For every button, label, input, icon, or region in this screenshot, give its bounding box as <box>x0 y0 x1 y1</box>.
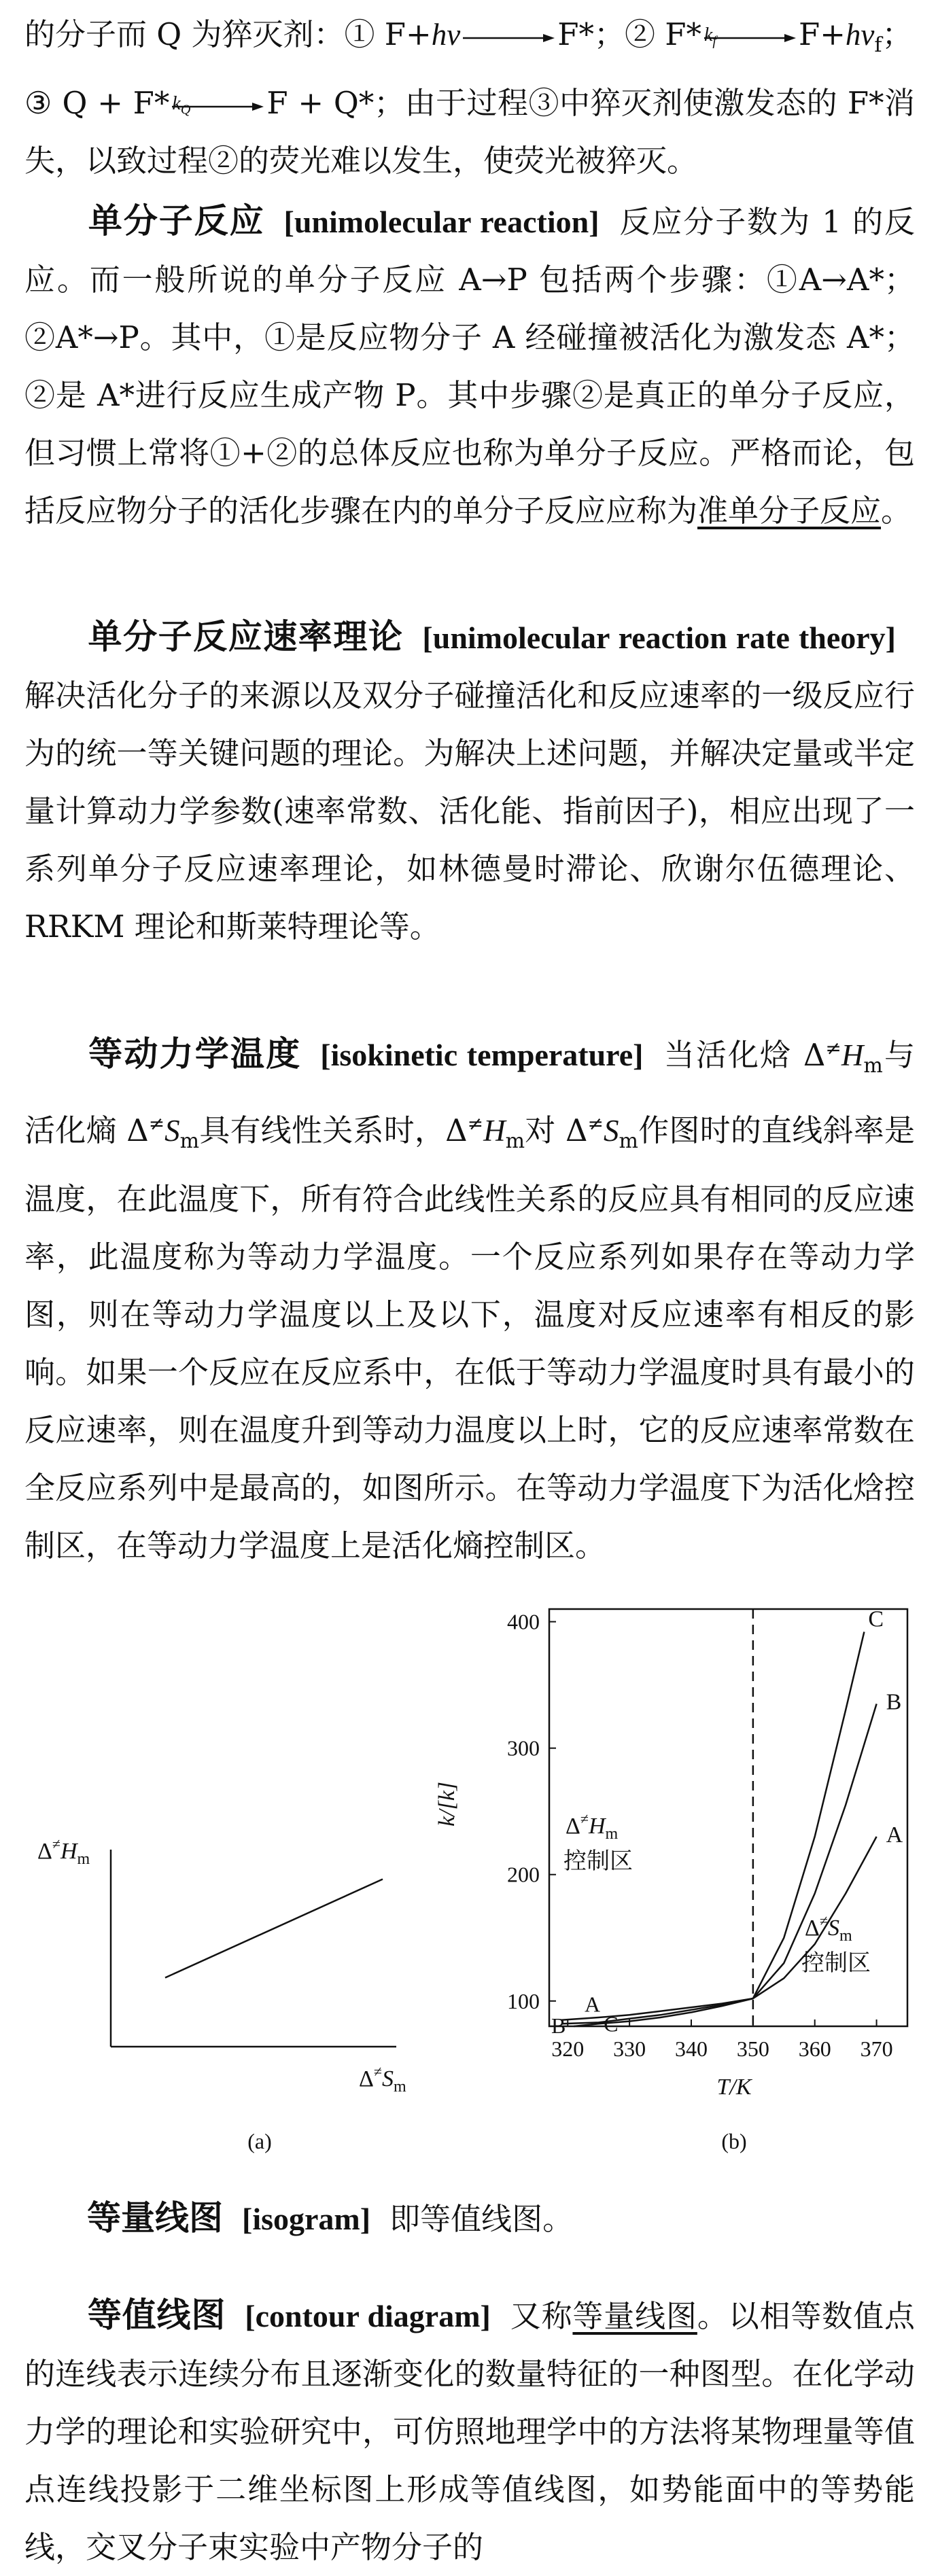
y-tick-label: 100 <box>507 1988 540 2013</box>
entry-isogram: 等量线图 [isogram] 即等值线图。 <box>87 2198 574 2238</box>
series-A-label: A <box>886 1822 903 1848</box>
series-C-label-low: C <box>604 2011 619 2036</box>
chart-a-caption: (a) <box>247 2129 272 2153</box>
entry-english: [isokinetic temperature] <box>320 1038 644 1072</box>
region-right-label: $\Delta^\ne S_m$ <box>805 1912 852 1945</box>
reaction-arrow <box>463 24 555 51</box>
region-right-text: 控制区 <box>801 1949 871 1977</box>
entry-headword: 单分子反应速率理论 <box>87 617 404 656</box>
chart-b-xlabel: T/K <box>716 2075 752 2100</box>
series-C-label: C <box>868 1606 884 1632</box>
chart-a-line <box>165 1880 383 1978</box>
entry-english: [unimolecular reaction rate theory] <box>422 620 896 655</box>
entry-headword: 等量线图 <box>87 2198 223 2238</box>
series-B-label: B <box>886 1689 902 1715</box>
entry-headword: 等值线图 <box>87 2295 226 2335</box>
y-tick-label: 400 <box>507 1609 540 1634</box>
reaction-arrow-kf: $k_f$ <box>704 24 796 51</box>
entry-headword: 等动力学温度 <box>87 1034 302 1074</box>
entry-english: [contour diagram] <box>245 2299 491 2333</box>
series-B-label-low: B <box>551 2013 566 2038</box>
entry-headword: 单分子反应 <box>87 201 265 241</box>
region-left-label: $\Delta^\ne H_m$ <box>566 1810 619 1843</box>
region-left-text: 控制区 <box>563 1848 633 1875</box>
entry-isokinetic-temperature: 等动力学温度 [isokinetic temperature] 当活化焓 $\Delta^\ne H_m$与活化熵 $\Delta^\ne S_m$具有线性关系时，$\Delta^\ne H_m$对 $\Delta^\ne S_m$作图时的直线斜率是温度，在此温度下，所有符合此线性关系的反应具有相同的反应速率，此温度称为等动力学温度。一个反应系列如果存在等动力学图，则在等动力学温度以上及以下，温度对反应速率有相反的影响。如果一个反应在反应系中，在低于等动力学温度时具有最小的反应速率，则在温度升到等动力温度以上时，它的反应速率常数在全反应系列中是最高的，如图所示。在等动力学温度下为活化焓控制区，在等动力学温度上是活化熵控制区。 <box>24 1034 915 1564</box>
x-tick-label: 330 <box>613 2036 646 2061</box>
chart-b-caption: (b) <box>721 2129 747 2153</box>
chart-b-ylabel: k/[k] <box>434 1781 459 1827</box>
entry-unimolecular-rate-theory: 单分子反应速率理论 [unimolecular reaction rate theory]解决活化分子的来源以及双分子碰撞活化和反应速率的一级反应行为的统一等关键问题的理论。为解决上述问题，并解决定量或半定量计算动力学参数(速率常数、活化能、指前因子)，相应出现了一系列单分子反应速率理论，如林德曼时滞论、欣谢尔伍德理论、RRKM 理论和斯莱特理论等。 <box>24 617 915 945</box>
paragraph-quenching: 的分子而 Q 为猝灭剂：① F+hν F*；② F* $k_f$ $F+h\nu_f$； ③ Q + F* $k_Q$ F + Q*；由于过程③中猝灭剂使激发态的 F*消失，以致过程②的荧光难以发生，使荧光被猝灭。 <box>24 16 915 179</box>
y-tick-label: 300 <box>507 1735 540 1761</box>
x-tick-label: 340 <box>674 2036 708 2061</box>
entry-english: [unimolecular reaction] <box>283 205 600 239</box>
x-tick-label: 320 <box>551 2036 585 2061</box>
x-tick-label: 350 <box>736 2036 769 2061</box>
entry-unimolecular-reaction: 单分子反应 [unimolecular reaction] 反应分子数为 1 的反应。而一般所说的单分子反应 A→P 包括两个步骤：①A→A*；②A*→P。其中，①是反应物分子 A 经碰撞被活化为激发态 A*；②是 A*进行反应生成产物 P。其中步骤②是真正的单分子反应，但习惯上常将①+②的总体反应也称为单分子反应。严格而论，包括反应物分子的活化步骤在内的单分子反应应称为准单分子反应。 <box>24 201 915 529</box>
x-tick-label: 360 <box>798 2036 831 2061</box>
y-tick-label: 200 <box>507 1862 540 1887</box>
reaction-arrow-kq: $k_Q$ <box>172 92 264 120</box>
chart-a-ylabel: $\Delta^\ne H_m$ <box>37 1835 90 1868</box>
chart-a-xlabel: $\Delta^\ne S_m$ <box>359 2063 406 2096</box>
cross-reference-link[interactable]: 等量线图 <box>572 2298 697 2334</box>
cross-reference-link[interactable]: 准单分子反应 <box>697 493 882 529</box>
figure-isokinetic <box>0 1590 938 2188</box>
x-tick-label: 370 <box>860 2036 893 2061</box>
entry-english: [isogram] <box>242 2202 371 2236</box>
series-A-label-low: A <box>585 1992 601 2017</box>
entry-contour-diagram: 等值线图 [contour diagram] 又称等量线图。以相等数值点的连线表示连续分布且逐渐变化的数量特征的一种图型。在化学动力学的理论和实验研究中，可仿照地理学中的方法将某物理量等值点连线投影于二维坐标图上形成等值线图，如势能面中的等势能线，交叉分子束实验中产物分子的 <box>24 2295 915 2565</box>
